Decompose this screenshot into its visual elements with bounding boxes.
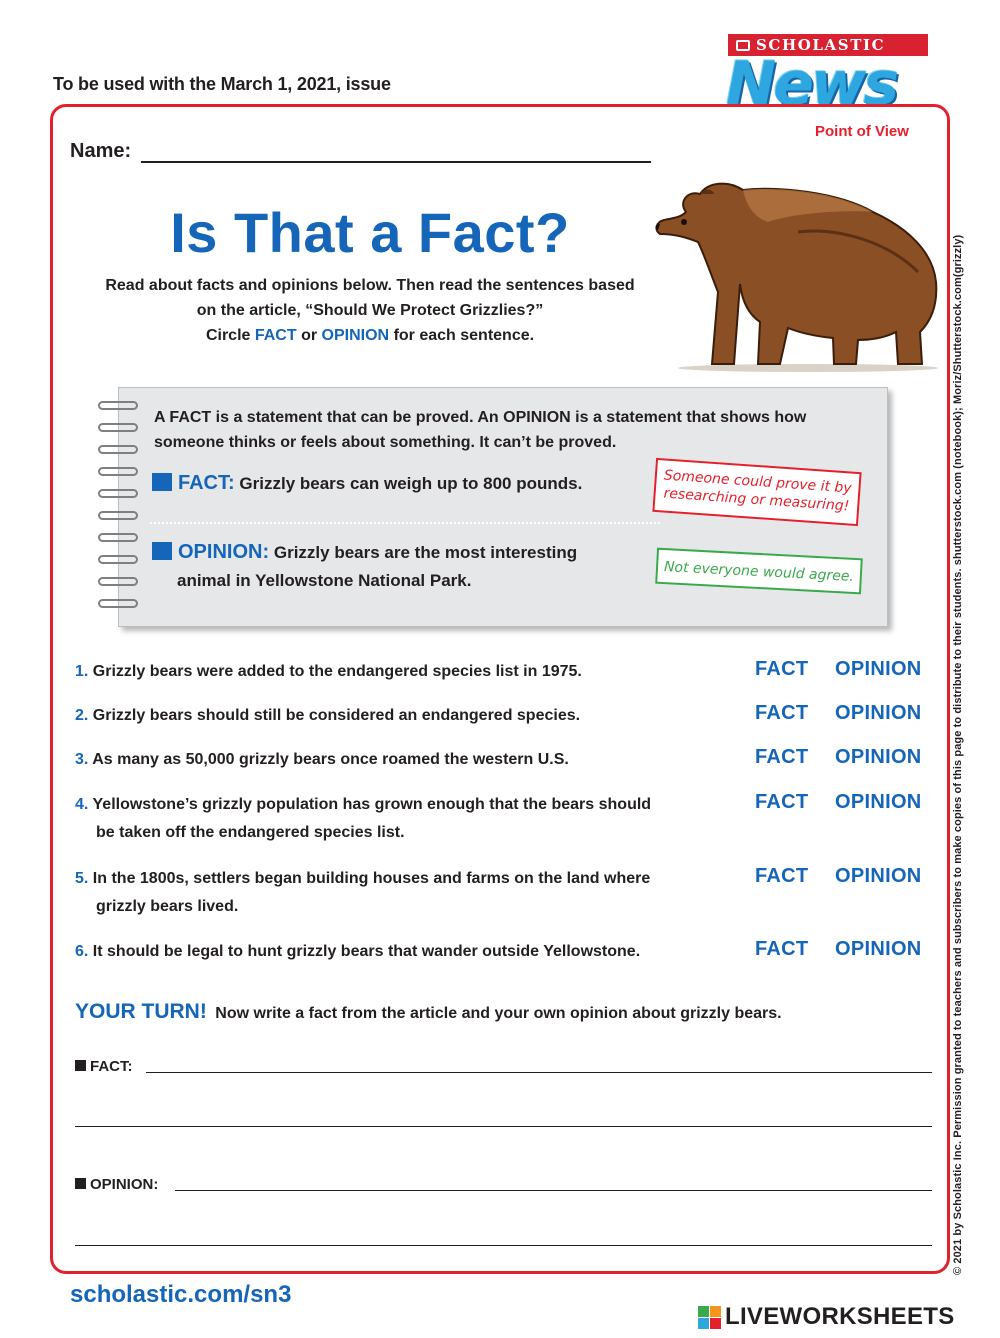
- section-label: Point of View: [815, 123, 909, 140]
- fact-example-label: FACT:: [178, 472, 235, 494]
- instructions-line-2: on the article, “Should We Protect Grizzlies?”: [196, 302, 544, 319]
- spiral-ring: [98, 555, 138, 564]
- your-opinion-line-1[interactable]: [175, 1190, 932, 1191]
- fact-choice-5[interactable]: FACT: [755, 865, 809, 887]
- question-6: [75, 938, 735, 966]
- your-turn: [75, 1000, 782, 1024]
- your-opinion-label: OPINION:: [75, 1176, 158, 1193]
- fact-choice-3[interactable]: FACT: [755, 746, 809, 768]
- def-opinion-word: OPINION: [503, 409, 571, 426]
- divider: [150, 522, 660, 524]
- question-1: [75, 658, 735, 686]
- instructions-or: or: [301, 327, 318, 344]
- your-opinion-line-2[interactable]: [75, 1245, 932, 1246]
- bullet-square-icon: [75, 1178, 86, 1189]
- footer-url[interactable]: scholastic.com/sn3: [70, 1281, 292, 1308]
- question-text: As many as 50,000 grizzly bears once roamed the western U.S.: [92, 751, 569, 768]
- blue-square-icon: [152, 473, 172, 491]
- page-title: Is That a Fact?: [170, 201, 570, 264]
- spiral-ring: [98, 489, 138, 498]
- opinion-choice-6[interactable]: OPINION: [835, 938, 922, 960]
- spiral-ring: [98, 599, 138, 608]
- opinion-choice-3[interactable]: OPINION: [835, 746, 922, 768]
- spiral-ring: [98, 467, 138, 476]
- question-3: [75, 746, 735, 774]
- instructions-line-1: Read about facts and opinions below. Then read the sentences based: [105, 277, 635, 294]
- def-fact-text: is a statement that can be proved. An: [215, 409, 499, 426]
- question-text-continued: grizzly bears lived.: [96, 898, 239, 915]
- fact-choice-1[interactable]: FACT: [755, 658, 809, 680]
- brand-top: SCHOLASTIC: [756, 36, 886, 54]
- spiral-ring: [98, 533, 138, 542]
- question-text-continued: be taken off the endangered species list.: [96, 824, 405, 841]
- fact-choice-2[interactable]: FACT: [755, 702, 809, 724]
- fact-choice-6[interactable]: FACT: [755, 938, 809, 960]
- name-row: [70, 140, 651, 163]
- instructions-circle: Circle: [205, 327, 251, 344]
- name-input-line[interactable]: [141, 143, 651, 163]
- opinion-example-text-2: animal in Yellowstone National Park.: [177, 571, 472, 590]
- liveworksheets-logo-icon: [698, 1306, 721, 1329]
- question-text: Grizzly bears should still be considered an endangered species.: [92, 707, 581, 724]
- liveworksheets-watermark: [698, 1302, 955, 1332]
- blue-square-icon: [152, 542, 172, 560]
- news-logo: News: [726, 49, 897, 119]
- instructions: [60, 273, 680, 348]
- question-number: 4.: [75, 796, 89, 813]
- spiral-ring: [98, 423, 138, 432]
- opinion-choice-4[interactable]: OPINION: [835, 791, 922, 813]
- spiral-ring: [98, 401, 138, 410]
- your-turn-heading: YOUR TURN!: [75, 1000, 207, 1023]
- opinion-example-label: OPINION:: [178, 541, 270, 563]
- question-text: Yellowstone’s grizzly population has grown enough that the bears should: [92, 796, 652, 813]
- your-fact-line-2[interactable]: [75, 1126, 932, 1127]
- question-number: 5.: [75, 870, 89, 887]
- def-fact-word: FACT: [169, 409, 212, 426]
- your-fact-line-1[interactable]: [146, 1072, 932, 1073]
- opinion-example-text-1: Grizzly bears are the most interesting: [273, 543, 578, 562]
- def-a: A: [154, 409, 165, 426]
- question-4: [75, 791, 735, 847]
- spiral-ring: [98, 511, 138, 520]
- def-opinion-text: is a statement that shows how someone thinks or feels about something. It can’t be proved.: [154, 409, 807, 451]
- fact-choice-4[interactable]: FACT: [755, 791, 809, 813]
- issue-note: To be used with the March 1, 2021, issue: [53, 74, 391, 94]
- question-2: [75, 702, 735, 730]
- fact-note: Someone could prove it by researching or measuring!: [652, 458, 861, 526]
- fact-example: [152, 472, 582, 495]
- question-number: 1.: [75, 663, 89, 680]
- opinion-choice-2[interactable]: OPINION: [835, 702, 922, 724]
- question-text: It should be legal to hunt grizzly bears that wander outside Yellowstone.: [92, 943, 641, 960]
- your-turn-prompt: Now write a fact from the article and your own opinion about grizzly bears.: [215, 1005, 782, 1022]
- question-number: 2.: [75, 707, 89, 724]
- bullet-square-icon: [75, 1060, 86, 1071]
- fact-opinion-definition: [154, 405, 874, 455]
- opinion-choice-1[interactable]: OPINION: [835, 658, 922, 680]
- question-5: [75, 865, 735, 921]
- copyright-credit: © 2021 by Scholastic Inc. Permission granted to teachers and subscribers to make copies of this page to distribute to their students. shutterstock.com (notebook); Moriz/Shutterstock.com(grizzly): [952, 234, 964, 1275]
- opinion-note: Not everyone would agree.: [655, 548, 863, 595]
- question-number: 6.: [75, 943, 89, 960]
- question-number: 3.: [75, 751, 89, 768]
- your-fact-label: FACT:: [75, 1058, 133, 1075]
- question-text: Grizzly bears were added to the endangered species list in 1975.: [92, 663, 582, 680]
- spiral-ring: [98, 445, 138, 454]
- instructions-end: for each sentence.: [393, 327, 535, 344]
- instructions-fact: FACT: [254, 327, 297, 344]
- instructions-opinion: OPINION: [321, 327, 390, 344]
- grizzly-bear-illustration: [648, 172, 948, 372]
- watermark-text: LIVEWORKSHEETS: [725, 1303, 955, 1330]
- opinion-example: [152, 538, 577, 595]
- spiral-ring: [98, 577, 138, 586]
- name-label: Name:: [70, 140, 132, 162]
- fact-example-text: Grizzly bears can weigh up to 800 pounds.: [239, 474, 583, 493]
- opinion-choice-5[interactable]: OPINION: [835, 865, 922, 887]
- question-text: In the 1800s, settlers began building houses and farms on the land where: [92, 870, 651, 887]
